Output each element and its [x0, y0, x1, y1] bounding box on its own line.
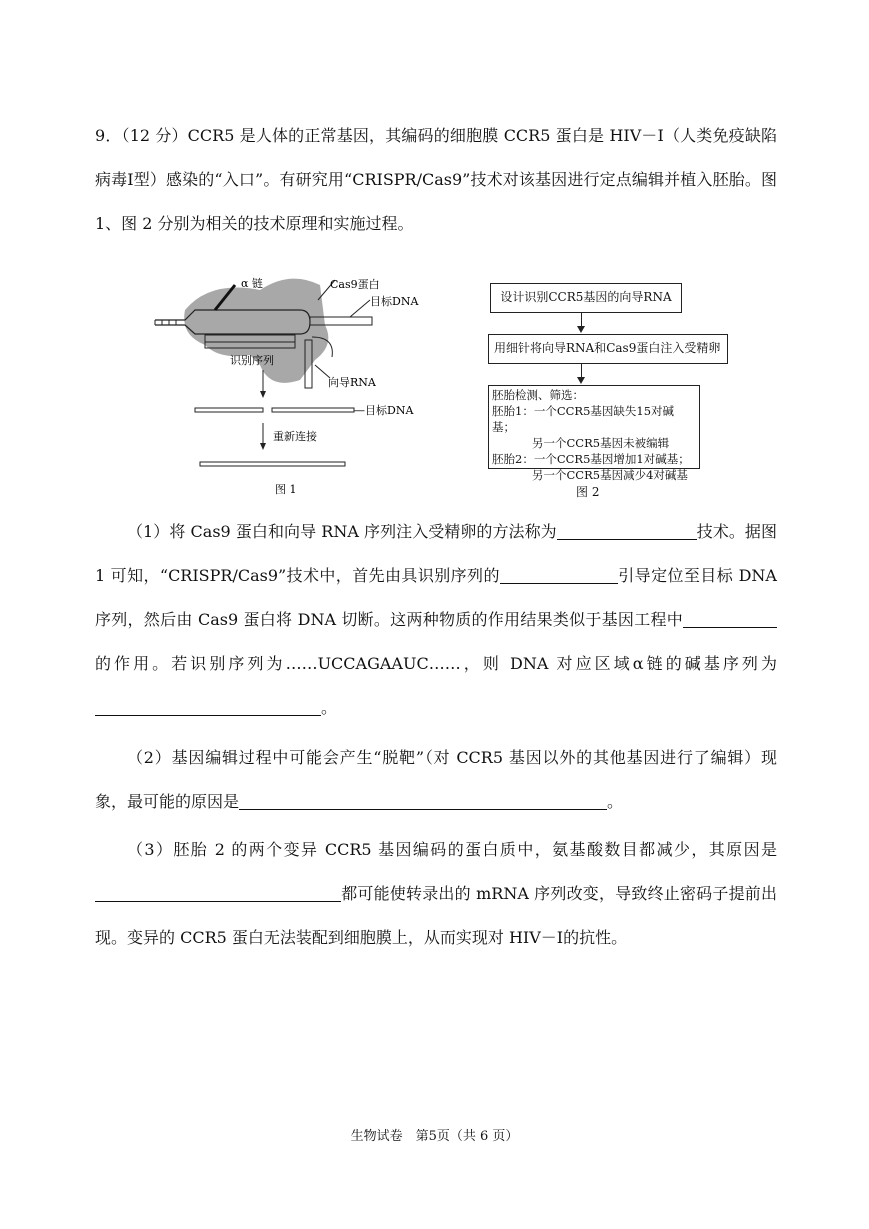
crispr-diagram — [150, 265, 450, 505]
flow-step-2 — [488, 334, 728, 364]
part1-text-2: 技术。据图 1 可知，“CRISPR/Cas9”技术中，首先由具识别序列的 — [95, 522, 777, 585]
embryo2-line1: 胚胎2：一个CCR5基因增加1对碱基； — [492, 452, 690, 466]
figure-2 — [480, 270, 720, 500]
answer-blank-6[interactable] — [95, 883, 341, 902]
part1-text-3: 引导定位至目标 DNA 序列，然后由 Cas9 蛋白将 DNA 切断。这两种物质的作用结果类似于基因工程中 — [95, 566, 777, 629]
embryo1-line1: 胚胎1：一个CCR5基因缺失15对碱基； — [492, 404, 675, 434]
part3-text-1: （3）胚胎 2 的两个变异 CCR5 基因编码的蛋白质中，氨基酸数目都减少，其原因是 — [127, 840, 777, 859]
target-dna-label-2: —目标DNA — [354, 404, 414, 417]
embryo2-line2: 另一个CCR5基因减少4对碱基 — [532, 468, 688, 482]
figure-1-caption: 图 1 — [275, 483, 297, 496]
step2-text: 用细针将向导RNA和Cas9蛋白注入受精卵 — [494, 341, 721, 355]
figure-2-caption: 图 2 — [576, 485, 600, 499]
question-intro — [95, 114, 777, 246]
figure-1 — [150, 265, 450, 505]
answer-blank-2[interactable] — [500, 565, 618, 584]
part3-text-2: 都可能使转录出的 mRNA 序列改变，导致终止密码子提前出现。变异的 CCR5 蛋白无法装配到细胞膜上，从而实现对 HIV－Ⅰ的抗性。 — [95, 884, 777, 947]
guide-rna-label: 向导RNA — [328, 376, 376, 389]
step3-title: 胚胎检测、筛选： — [492, 388, 584, 402]
page-footer: 生物试卷 第5页（共 6 页） — [350, 1129, 519, 1144]
part2-text-2: 。 — [607, 792, 624, 811]
part-1 — [95, 510, 777, 730]
answer-blank-5[interactable] — [239, 791, 607, 810]
part1-text-5: 。 — [321, 698, 338, 717]
part2-text-1: （2）基因编辑过程中可能会产生“脱靶”（对 CCR5 基因以外的其他基因进行了编辑）现象，最可能的原因是 — [95, 748, 777, 811]
answer-blank-4[interactable] — [95, 697, 321, 716]
answer-blank-3[interactable] — [683, 609, 777, 628]
alpha-chain-label: α 链 — [241, 277, 263, 290]
cas9-label: Cas9蛋白 — [330, 278, 380, 291]
target-dna-label: 目标DNA — [370, 295, 419, 308]
step1-text: 设计识别CCR5基因的向导RNA — [500, 290, 672, 304]
recognition-seq-label: 识别序列 — [230, 354, 274, 367]
part1-text-4: 的作用。若识别序列为……UCCAGAAUC……，则 DNA 对应区域α链的碱基序列为 — [95, 654, 777, 673]
intro-text: 9．（12 分）CCR5 是人体的正常基因，其编码的细胞膜 CCR5 蛋白是 HIV－Ⅰ（人类免疫缺陷病毒Ⅰ型）感染的“入口”。有研究用“CRISPR/Cas9”技术对该基因进行定点编辑并植入胚胎。图 1、图 2 分别为相关的技术原理和实施过程。 — [95, 126, 777, 233]
flow-step-1 — [490, 283, 682, 313]
answer-blank-1[interactable] — [557, 521, 697, 540]
part-3 — [95, 828, 777, 960]
flow-step-3 — [488, 385, 700, 482]
part1-text-1: （1）将 Cas9 蛋白和向导 RNA 序列注入受精卵的方法称为 — [127, 522, 557, 541]
part-2 — [95, 736, 777, 824]
embryo1-line2: 另一个CCR5基因未被编辑 — [532, 436, 670, 450]
rejoin-label: 重新连接 — [273, 430, 317, 443]
